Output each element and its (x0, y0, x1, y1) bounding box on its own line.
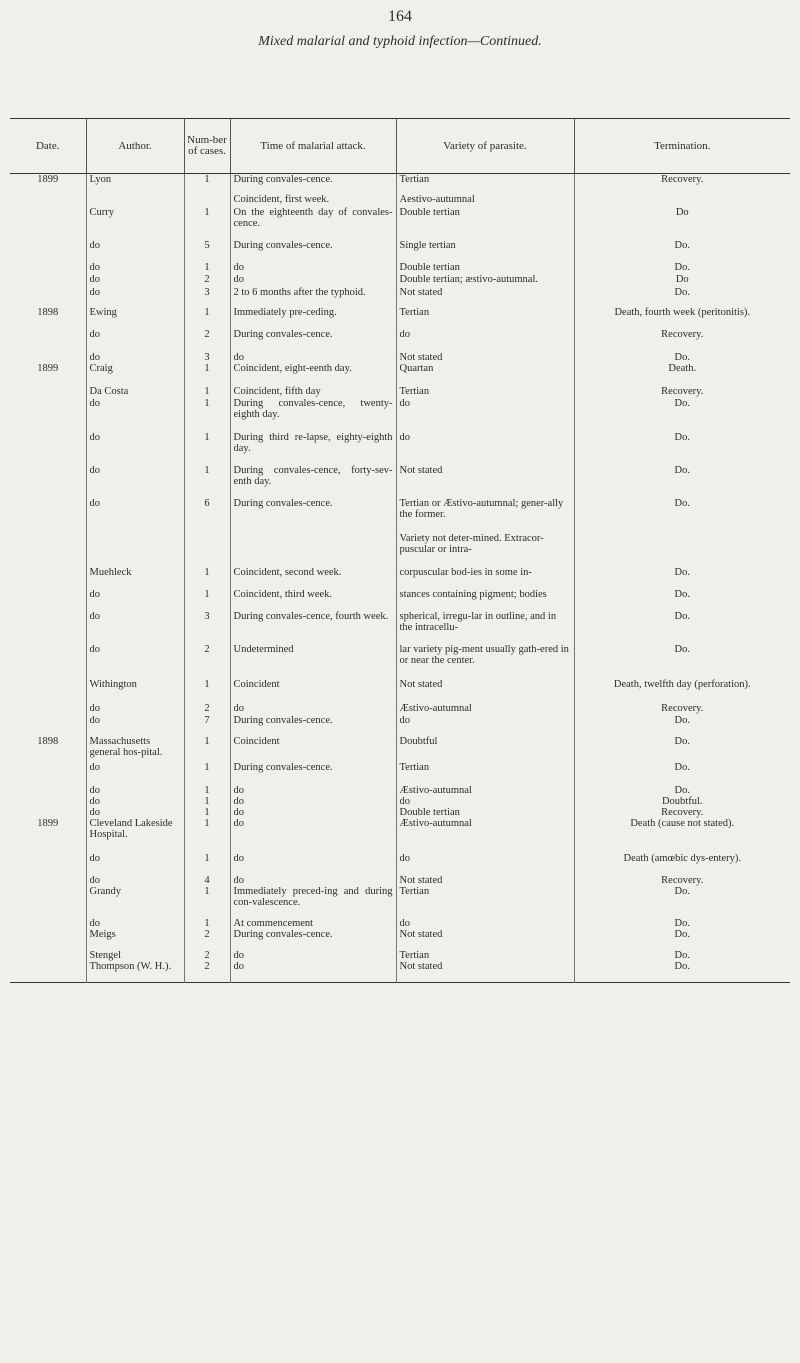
cell-author: do (86, 611, 184, 644)
cell-time: Immediately preced-ing and during con-valescence. (230, 886, 396, 918)
cell-termination: Do. (574, 432, 790, 465)
table-row (10, 715, 790, 736)
cell-variety: Tertian or Æstivo-autumnal; gener-ally the former. (396, 498, 574, 533)
cell-date (10, 785, 86, 796)
cell-time: During third re-lapse, eighty-eighth day. (230, 432, 396, 465)
page-number: 164 (388, 8, 412, 25)
table-row (10, 961, 790, 983)
cell-date (10, 715, 86, 736)
cell-number: 2 (184, 961, 230, 983)
cell-number: 3 (184, 352, 230, 363)
cell-time: Undetermined (230, 644, 396, 679)
cell-time: At commencement (230, 918, 396, 929)
table-row (10, 386, 790, 398)
cell-time: do (230, 796, 396, 807)
cell-author: do (86, 715, 184, 736)
cell-termination: Do. (574, 287, 790, 307)
cell-date (10, 194, 86, 207)
cell-author: do (86, 498, 184, 533)
table-row (10, 807, 790, 818)
cell-date (10, 611, 86, 644)
cell-time: Coincident, second week. (230, 567, 396, 589)
cell-number: 1 (184, 736, 230, 762)
cell-number: 1 (184, 307, 230, 329)
table-row (10, 329, 790, 352)
cell-termination: Do. (574, 886, 790, 918)
cell-variety: Tertian (396, 307, 574, 329)
cell-author: do (86, 644, 184, 679)
table-row (10, 567, 790, 589)
cell-number: 1 (184, 262, 230, 274)
cell-date (10, 950, 86, 961)
cell-termination: Do. (574, 736, 790, 762)
cell-time: do (230, 818, 396, 853)
cell-number: 1 (184, 567, 230, 589)
cell-author: Lyon (86, 174, 184, 194)
cell-termination: Recovery. (574, 807, 790, 818)
cell-termination: Death, twelfth day (perforation). (574, 679, 790, 703)
cell-termination: Do. (574, 715, 790, 736)
table-row (10, 498, 790, 533)
cell-date (10, 352, 86, 363)
table-row (10, 240, 790, 262)
cell-number (184, 533, 230, 567)
table-row (10, 853, 790, 875)
cell-author: Ewing (86, 307, 184, 329)
cell-number: 4 (184, 875, 230, 886)
cell-number (184, 194, 230, 207)
cell-author: Stengel (86, 950, 184, 961)
cell-date: 1899 (37, 817, 59, 829)
cell-date (10, 274, 86, 287)
table-row (10, 207, 790, 240)
cell-time: During convales-cence, twenty-eighth day. (230, 398, 396, 432)
cell-variety: Not stated (396, 465, 574, 498)
header-variety: Variety of parasite. (396, 119, 574, 174)
table-row (10, 533, 790, 567)
cell-time: Coincident, eight-eenth day. (230, 363, 396, 386)
table-row (10, 398, 790, 432)
cell-number: 1 (184, 886, 230, 918)
cell-number: 3 (184, 611, 230, 644)
cell-termination: Do (574, 207, 790, 240)
cell-date (10, 679, 86, 703)
cell-time: Coincident, first week. (230, 194, 396, 207)
cell-termination: Do. (574, 465, 790, 498)
cell-variety: Tertian (396, 174, 574, 194)
cell-variety: Tertian (396, 386, 574, 398)
cell-author: do (86, 329, 184, 352)
table-row (10, 194, 790, 207)
cell-date: 1898 (37, 306, 59, 318)
cell-number: 2 (184, 274, 230, 287)
cell-time: Coincident, third week. (230, 589, 396, 611)
cell-number: 1 (184, 432, 230, 465)
cell-variety: do (396, 398, 574, 432)
cell-variety: Doubtful (396, 736, 574, 762)
cell-number: 7 (184, 715, 230, 736)
cell-termination: Recovery. (574, 174, 790, 194)
table-row (10, 174, 790, 194)
cell-time: do (230, 352, 396, 363)
cell-number: 1 (184, 589, 230, 611)
table-row (10, 785, 790, 796)
cell-number: 2 (184, 929, 230, 950)
cell-termination (574, 194, 790, 207)
cell-variety: lar variety pig-ment usually gath-ered in or near the center. (396, 644, 574, 679)
table-row (10, 589, 790, 611)
cell-author: do (86, 352, 184, 363)
cell-termination: Death (amœbic dys-entery). (574, 853, 790, 875)
cell-time: During convales-cence. (230, 762, 396, 785)
cell-variety: stances containing pigment; bodies (396, 589, 574, 611)
cell-time: During convales-cence, fourth week. (230, 611, 396, 644)
cell-variety: Tertian (396, 762, 574, 785)
cell-variety: Æstivo-autumnal (396, 703, 574, 715)
table-row (10, 644, 790, 679)
cell-author: Craig (86, 363, 184, 386)
cell-number: 2 (184, 950, 230, 961)
cell-time: do (230, 785, 396, 796)
cell-date (10, 262, 86, 274)
cell-date (10, 807, 86, 818)
cell-author: do (86, 918, 184, 929)
cell-termination: Do. (574, 762, 790, 785)
cell-author: do (86, 398, 184, 432)
table-row (10, 875, 790, 886)
cell-date (10, 207, 86, 240)
header-date: Date. (10, 119, 86, 174)
cell-termination: Do. (574, 262, 790, 274)
cell-variety: do (396, 918, 574, 929)
table-row (10, 274, 790, 287)
cell-date: 1899 (37, 174, 59, 185)
cell-variety: Tertian (396, 886, 574, 918)
cell-termination: Death, fourth week (peritonitis). (574, 307, 790, 329)
cell-time: do (230, 262, 396, 274)
cell-author: do (86, 589, 184, 611)
cell-variety: do (396, 432, 574, 465)
table-row (10, 287, 790, 307)
cell-date (10, 796, 86, 807)
cell-variety: Not stated (396, 961, 574, 983)
cell-variety: Aestivo-autumnal (396, 194, 574, 207)
cell-author: do (86, 785, 184, 796)
cell-author: Thompson (W. H.). (86, 961, 184, 983)
cell-variety: Æstivo-autumnal (396, 785, 574, 796)
cell-variety: do (396, 853, 574, 875)
cell-date (10, 465, 86, 498)
cell-termination: Do. (574, 929, 790, 950)
cell-date (10, 287, 86, 307)
cell-date (10, 875, 86, 886)
cell-number: 1 (184, 679, 230, 703)
cell-number: 2 (184, 703, 230, 715)
table-row (10, 262, 790, 274)
table-row (10, 611, 790, 644)
cell-number: 2 (184, 329, 230, 352)
cell-time: do (230, 961, 396, 983)
cell-author: do (86, 287, 184, 307)
cell-termination: Do. (574, 611, 790, 644)
table-row (10, 818, 790, 853)
cell-variety: Not stated (396, 352, 574, 363)
cell-time: do (230, 703, 396, 715)
cell-author: do (86, 240, 184, 262)
cell-date (10, 432, 86, 465)
cell-number: 1 (184, 853, 230, 875)
cell-termination (574, 533, 790, 567)
cell-date (10, 918, 86, 929)
cell-number: 1 (184, 398, 230, 432)
cell-termination: Do. (574, 352, 790, 363)
cell-variety: Not stated (396, 679, 574, 703)
cell-time: Immediately pre-ceding. (230, 307, 396, 329)
cell-author: do (86, 807, 184, 818)
cell-termination: Death (cause not stated). (574, 818, 790, 853)
header-row (10, 119, 790, 174)
cell-author: Da Costa (86, 386, 184, 398)
cell-author: do (86, 703, 184, 715)
cell-date (10, 762, 86, 785)
cell-date (10, 386, 86, 398)
cell-time: During convales-cence. (230, 240, 396, 262)
cell-variety: Double tertian; æstivo-autumnal. (396, 274, 574, 287)
cell-date (10, 398, 86, 432)
cell-variety: Double tertian (396, 807, 574, 818)
cell-author: Curry (86, 207, 184, 240)
cell-number: 1 (184, 785, 230, 796)
cell-time: Coincident, fifth day (230, 386, 396, 398)
table-row (10, 929, 790, 950)
cell-time (230, 533, 396, 567)
cell-time: do (230, 807, 396, 818)
cell-variety: Single tertian (396, 240, 574, 262)
header-time: Time of malarial attack. (230, 119, 396, 174)
cell-number: 1 (184, 174, 230, 194)
cell-author: Muehleck (86, 567, 184, 589)
cell-termination: Do. (574, 589, 790, 611)
cell-author: do (86, 262, 184, 274)
cell-author: do (86, 432, 184, 465)
header-author: Author. (86, 119, 184, 174)
cell-termination: Do. (574, 961, 790, 983)
header-termination: Termination. (574, 119, 790, 174)
cell-number: 1 (184, 386, 230, 398)
cell-variety: Not stated (396, 929, 574, 950)
cell-time: do (230, 853, 396, 875)
table-body (10, 174, 790, 983)
cell-author: Meigs (86, 929, 184, 950)
cell-variety: spherical, irregu-lar in outline, and in the intracellu- (396, 611, 574, 644)
cell-termination: Death. (574, 363, 790, 386)
cell-variety: do (396, 796, 574, 807)
cell-date (10, 589, 86, 611)
cell-time: During convales-cence, forty-sev-enth day. (230, 465, 396, 498)
cell-time: On the eighteenth day of convales-cence. (230, 207, 396, 240)
cell-number: 1 (184, 796, 230, 807)
cell-termination: Do. (574, 644, 790, 679)
cell-date (10, 929, 86, 950)
cell-termination: Do. (574, 567, 790, 589)
cell-date (10, 644, 86, 679)
cell-termination: Do. (574, 918, 790, 929)
table-row (10, 465, 790, 498)
cell-variety: Tertian (396, 950, 574, 961)
cell-number: 1 (184, 818, 230, 853)
table-row (10, 363, 790, 386)
cell-date (10, 886, 86, 918)
table-row (10, 762, 790, 785)
cell-time: During convales-cence. (230, 174, 396, 194)
cell-time: do (230, 274, 396, 287)
cell-time: do (230, 950, 396, 961)
cell-author: Grandy (86, 886, 184, 918)
cell-number: 1 (184, 807, 230, 818)
cell-author: do (86, 274, 184, 287)
cell-author: do (86, 465, 184, 498)
cell-time: During convales-cence. (230, 498, 396, 533)
cell-time: During convales-cence. (230, 329, 396, 352)
cell-time: Coincident (230, 679, 396, 703)
cell-date (10, 533, 86, 567)
cell-termination: Doubtful. (574, 796, 790, 807)
cell-number: 2 (184, 644, 230, 679)
table-row (10, 352, 790, 363)
cell-time: Coincident (230, 736, 396, 762)
cell-variety: Not stated (396, 287, 574, 307)
cell-variety: Double tertian (396, 262, 574, 274)
cell-termination: Do. (574, 240, 790, 262)
cell-date (10, 703, 86, 715)
cell-author: Massachusetts general hos-pital. (86, 736, 184, 762)
cell-author: do (86, 875, 184, 886)
cell-date: 1899 (37, 362, 59, 374)
cell-date (10, 961, 86, 983)
cell-variety: Æstivo-autumnal (396, 818, 574, 853)
cell-variety: Double tertian (396, 207, 574, 240)
cell-author: do (86, 796, 184, 807)
table-row (10, 736, 790, 762)
cell-time: During convales-cence. (230, 715, 396, 736)
cell-author: Withington (86, 679, 184, 703)
cell-author: Cleveland Lakeside Hospital. (86, 818, 184, 853)
table-caption: Mixed malarial and typhoid infection—Continued. (258, 34, 542, 49)
cell-variety: Not stated (396, 875, 574, 886)
cell-number: 6 (184, 498, 230, 533)
cell-variety: Variety not deter-mined. Extracor-puscular or intra- (396, 533, 574, 567)
cell-termination: Recovery. (574, 875, 790, 886)
cell-author (86, 194, 184, 207)
table-row (10, 432, 790, 465)
cell-author (86, 533, 184, 567)
cell-variety: Quartan (396, 363, 574, 386)
cell-variety: do (396, 329, 574, 352)
cell-date (10, 567, 86, 589)
cell-date (10, 240, 86, 262)
cell-date (10, 329, 86, 352)
cell-number: 1 (184, 762, 230, 785)
cell-termination: Do. (574, 398, 790, 432)
cell-number: 1 (184, 918, 230, 929)
table-row (10, 918, 790, 929)
cell-termination: Do (574, 274, 790, 287)
cell-variety: do (396, 715, 574, 736)
cell-time: During convales-cence. (230, 929, 396, 950)
cell-termination: Recovery. (574, 329, 790, 352)
header-number: Num-ber of cases. (184, 119, 230, 174)
cell-termination: Recovery. (574, 386, 790, 398)
cell-time: 2 to 6 months after the typhoid. (230, 287, 396, 307)
cell-termination: Do. (574, 498, 790, 533)
table-row (10, 679, 790, 703)
cell-author: do (86, 762, 184, 785)
cell-termination: Recovery. (574, 703, 790, 715)
cell-number: 5 (184, 240, 230, 262)
table-row (10, 950, 790, 961)
cell-author: do (86, 853, 184, 875)
cell-date (10, 853, 86, 875)
cell-termination: Do. (574, 950, 790, 961)
cell-number: 1 (184, 363, 230, 386)
table-row (10, 886, 790, 918)
cell-date: 1898 (37, 735, 59, 747)
cell-time: do (230, 875, 396, 886)
cell-date (10, 498, 86, 533)
cell-termination: Do. (574, 785, 790, 796)
cell-number: 1 (184, 207, 230, 240)
table-row (10, 307, 790, 329)
cell-number: 3 (184, 287, 230, 307)
cell-number: 1 (184, 465, 230, 498)
table-row (10, 703, 790, 715)
table-row (10, 796, 790, 807)
malarial-typhoid-table (10, 118, 790, 983)
cell-variety: corpuscular bod-ies in some in- (396, 567, 574, 589)
